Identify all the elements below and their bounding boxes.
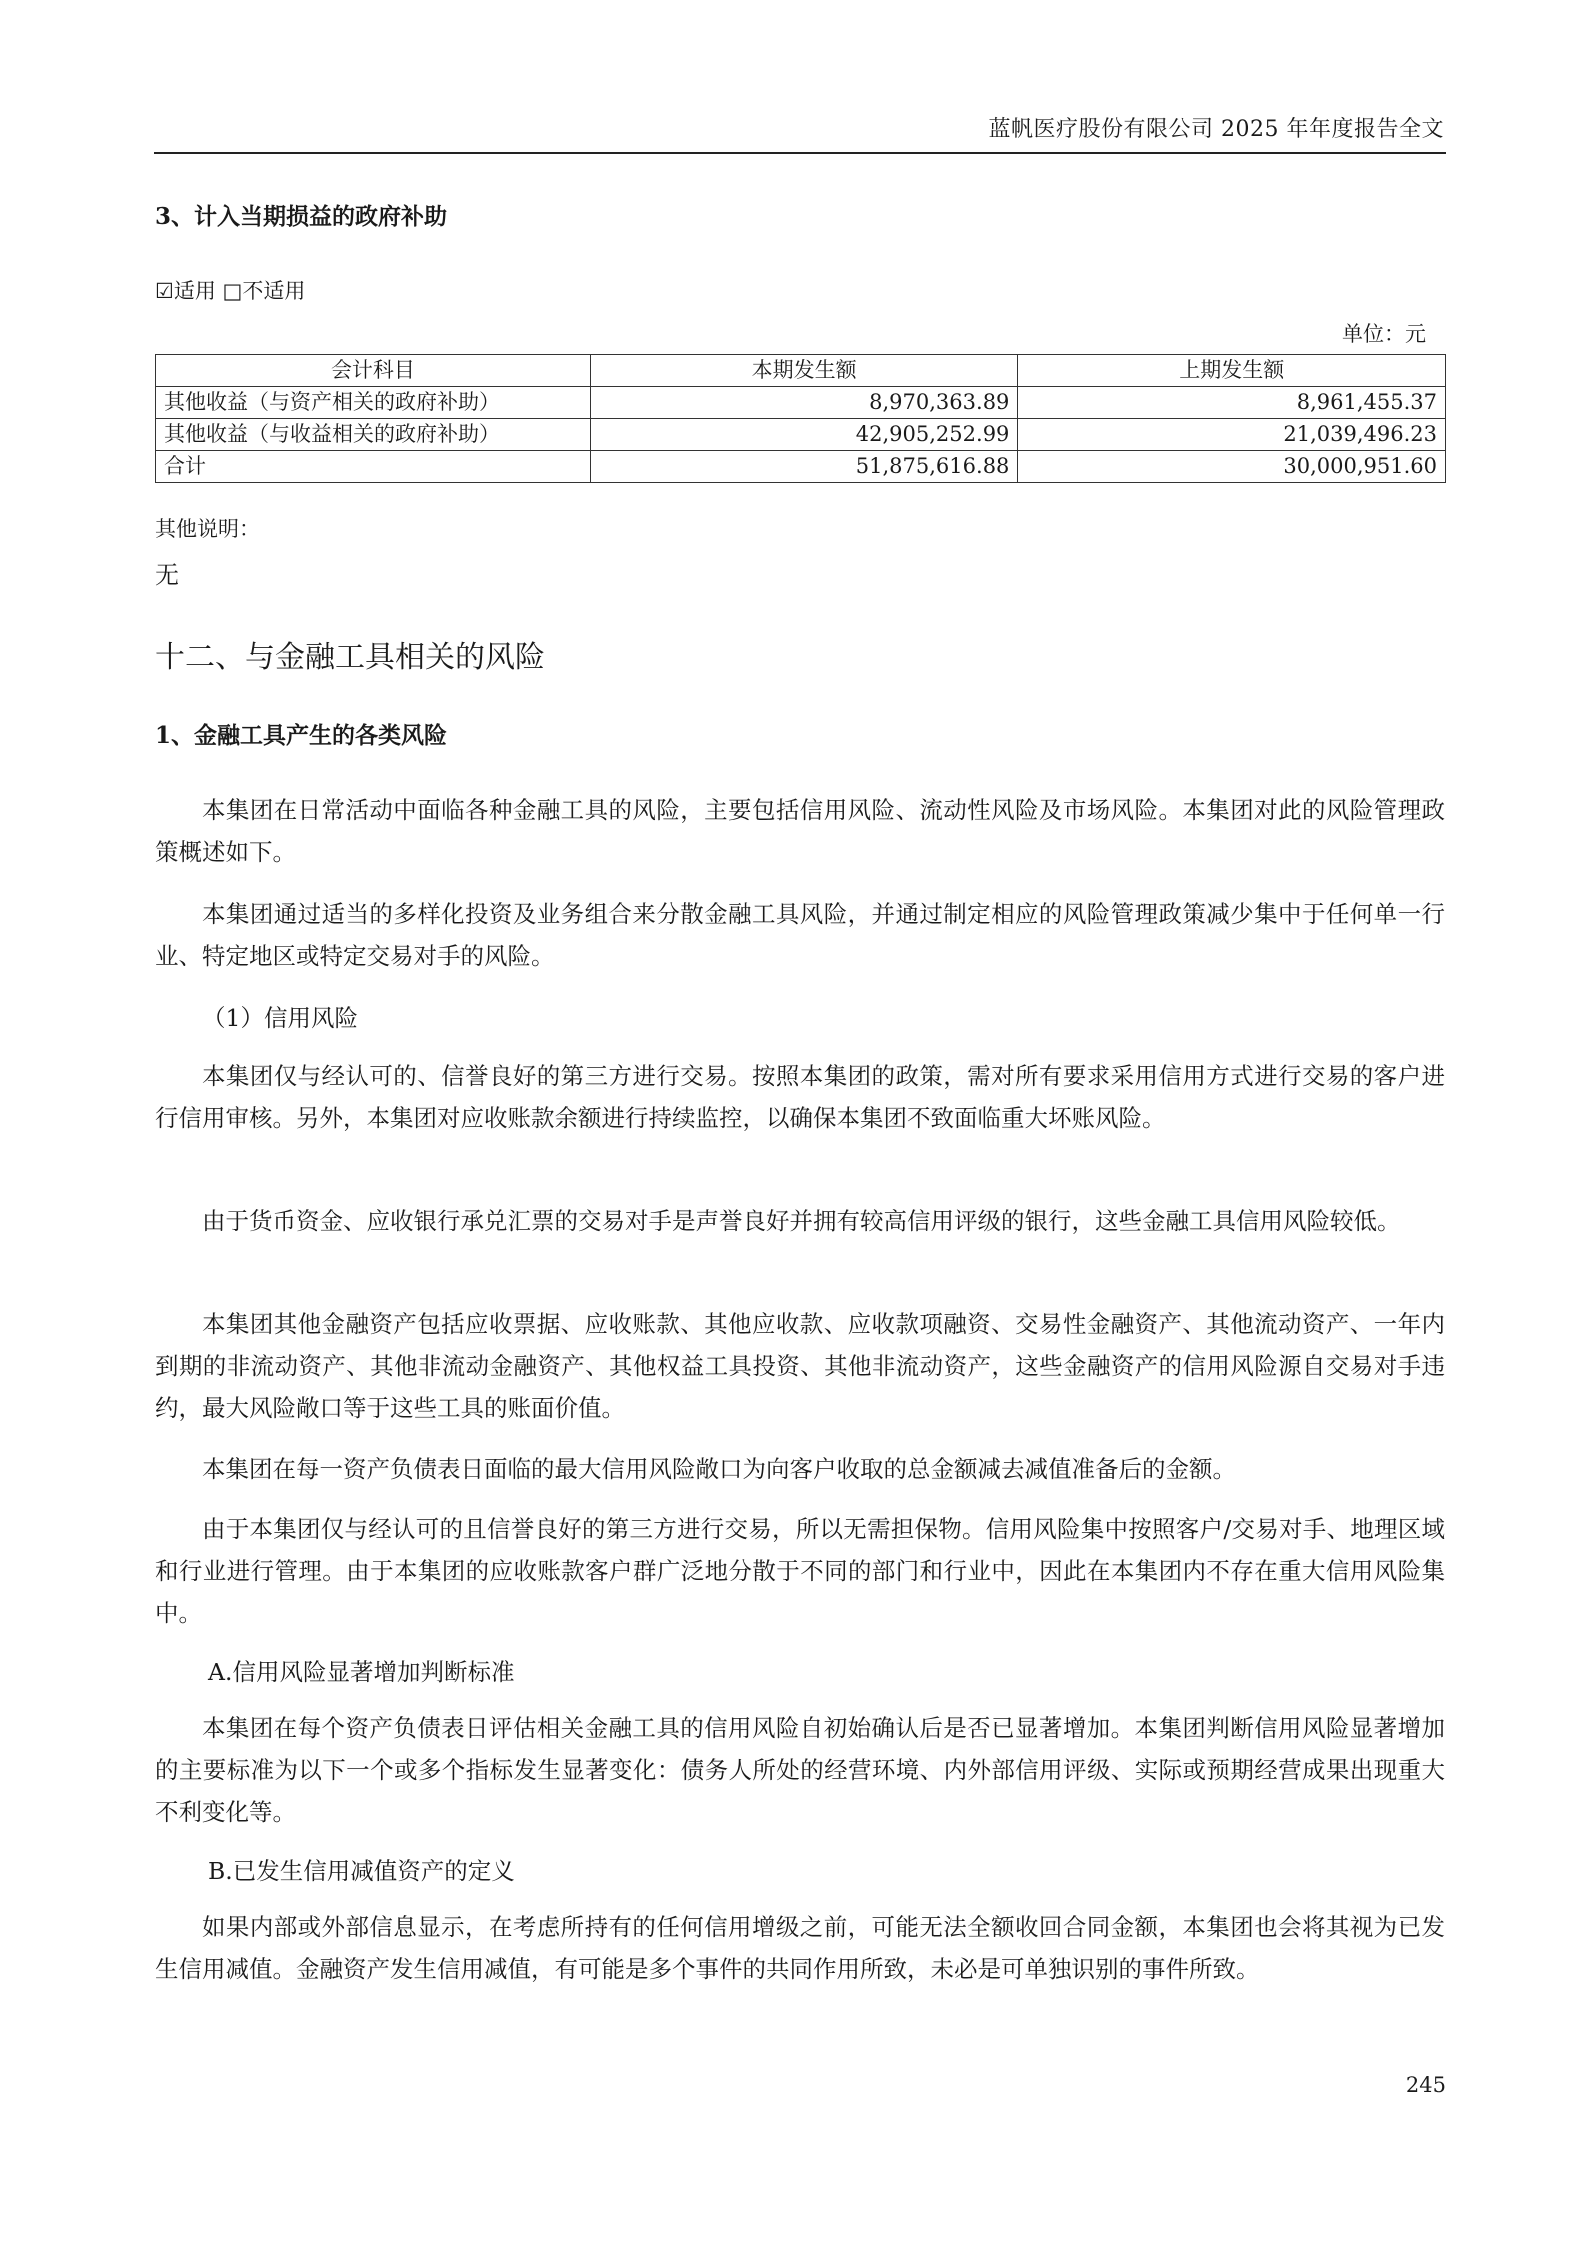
table-header-cell: 会计科目: [156, 355, 591, 387]
subsection-heading-risk-types: 1、金融工具产生的各类风险: [155, 722, 448, 749]
other-notes-label: 其他说明：: [155, 517, 260, 541]
table-row: [156, 451, 1446, 483]
table-cell: 8,970,363.89: [590, 387, 1018, 419]
table-cell: 21,039,496.23: [1018, 419, 1446, 451]
section-heading-financial-risk: 十二、与金融工具相关的风险: [155, 640, 545, 675]
applicability-checkbox-row: ☑适用 □不适用: [155, 279, 306, 303]
table-cell: 合计: [156, 451, 591, 483]
unit-label: 单位：元: [1342, 322, 1426, 346]
paragraph: 本集团在每个资产负债表日评估相关金融工具的信用风险自初始确认后是否已显著增加。本集团判断信用风险显著增加的主要标准为以下一个或多个指标发生显著变化：债务人所处的经营环境、内外部信用评级、实际或预期经营成果出现重大不利变化等。: [155, 1714, 1445, 1826]
paragraph: 如果内部或外部信息显示，在考虑所持有的任何信用增级之前，可能无法全额收回合同金额，本集团也会将其视为已发生信用减值。金融资产发生信用减值，有可能是多个事件的共同作用所致，未必是可单独识别的事件所致。: [155, 1913, 1445, 1983]
other-notes-value: 无: [155, 561, 179, 589]
section-heading-government-subsidy: 3、计入当期损益的政府补助: [155, 203, 448, 230]
table-cell: 其他收益（与收益相关的政府补助）: [156, 419, 591, 451]
paragraph: 由于货币资金、应收银行承兑汇票的交易对手是声誉良好并拥有较高信用评级的银行，这些金融工具信用风险较低。: [202, 1207, 1401, 1235]
table-header-cell: 上期发生额: [1018, 355, 1446, 387]
table-cell: 51,875,616.88: [590, 451, 1018, 483]
subsection-heading-criteria: A.信用风险显著增加判断标准: [208, 1658, 515, 1686]
subsection-heading-credit-risk: （1）信用风险: [202, 1004, 358, 1032]
paragraph: 本集团通过适当的多样化投资及业务组合来分散金融工具风险，并通过制定相应的风险管理政策减少集中于任何单一行业、特定地区或特定交易对手的风险。: [155, 900, 1445, 970]
table-cell: 8,961,455.37: [1018, 387, 1446, 419]
table-row: [156, 387, 1446, 419]
paragraph: 本集团其他金融资产包括应收票据、应收账款、其他应收款、应收款项融资、交易性金融资产、其他流动资产、一年内到期的非流动资产、其他非流动金融资产、其他权益工具投资、其他非流动资产，这些金融资产的信用风险源自交易对手违约，最大风险敞口等于这些工具的账面价值。: [155, 1310, 1445, 1422]
table-header-cell: 本期发生额: [590, 355, 1018, 387]
table-cell: 其他收益（与资产相关的政府补助）: [156, 387, 591, 419]
table-cell: 42,905,252.99: [590, 419, 1018, 451]
table-header-row: [156, 355, 1446, 387]
paragraph: 本集团在每一资产负债表日面临的最大信用风险敞口为向客户收取的总金额减去减值准备后的金额。: [202, 1455, 1236, 1483]
paragraph: 由于本集团仅与经认可的且信誉良好的第三方进行交易，所以无需担保物。信用风险集中按照客户/交易对手、地理区域和行业进行管理。由于本集团的应收账款客户群广泛地分散于不同的部门和行业中，因此在本集团内不存在重大信用风险集中。: [155, 1515, 1445, 1627]
page-number: 245: [1405, 2073, 1446, 2097]
page-header-title: 蓝帆医疗股份有限公司 2025 年年度报告全文: [988, 117, 1444, 142]
table-row: [156, 419, 1446, 451]
table-cell: 30,000,951.60: [1018, 451, 1446, 483]
header-divider: [154, 152, 1446, 154]
paragraph: 本集团仅与经认可的、信誉良好的第三方进行交易。按照本集团的政策，需对所有要求采用信用方式进行交易的客户进行信用审核。另外，本集团对应收账款余额进行持续监控，以确保本集团不致面临重大坏账风险。: [155, 1062, 1445, 1132]
subsection-heading-impaired-definition: B.已发生信用减值资产的定义: [208, 1857, 515, 1885]
paragraph: 本集团在日常活动中面临各种金融工具的风险，主要包括信用风险、流动性风险及市场风险。本集团对此的风险管理政策概述如下。: [155, 796, 1445, 866]
subsidy-table: [155, 354, 1446, 483]
